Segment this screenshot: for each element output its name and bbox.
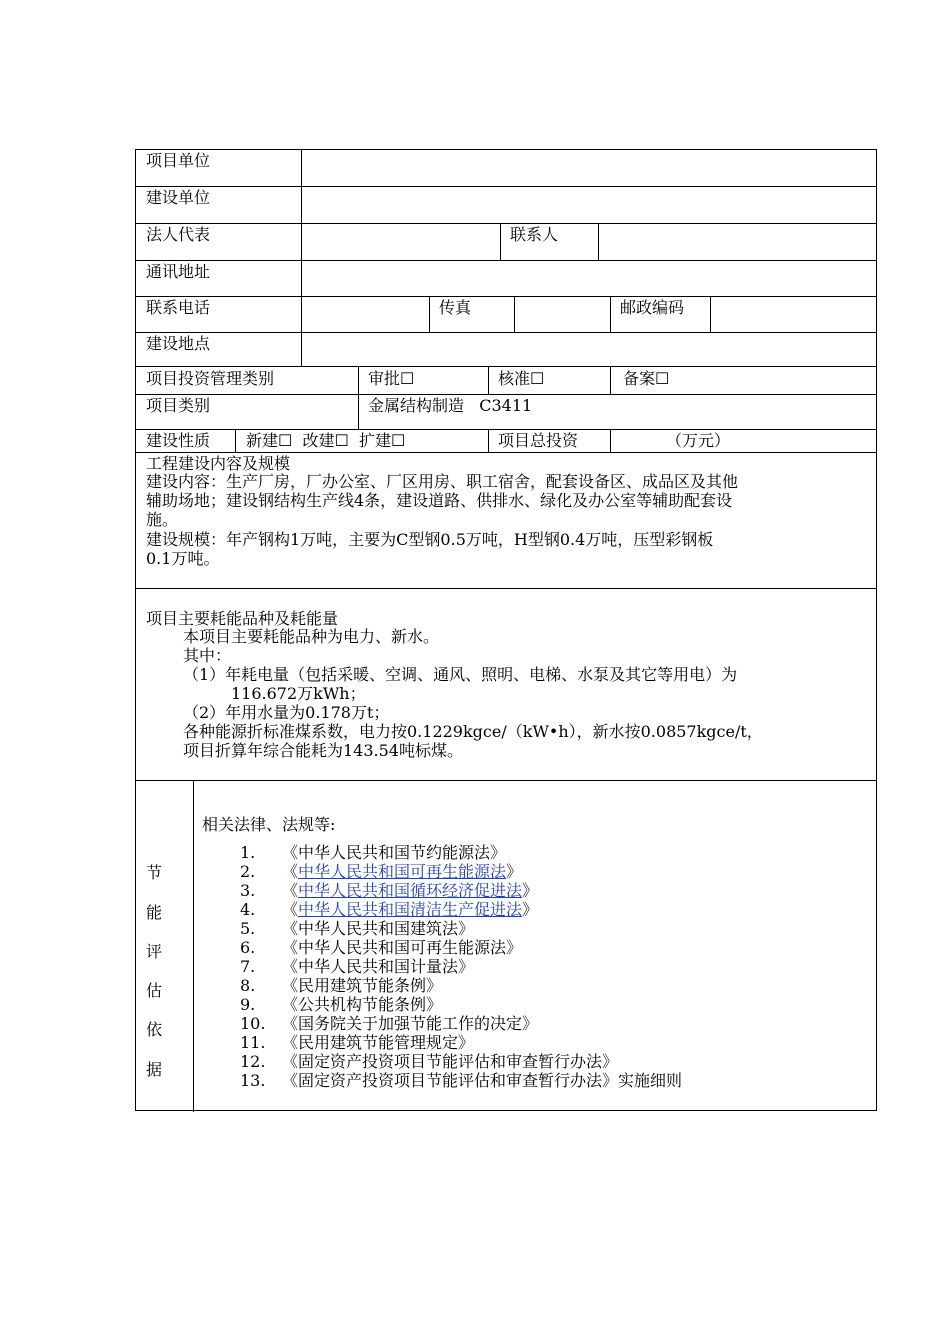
law-open: 《 (282, 843, 299, 862)
law-link[interactable]: 中华人民共和国清洁生产促进法 (298, 900, 523, 919)
law-title: 中华人民共和国节约能源法 (298, 843, 491, 862)
col-divider (235, 429, 236, 452)
law-item (240, 977, 442, 995)
basis-side-char: 能 (146, 903, 163, 922)
law-item (240, 996, 442, 1014)
law-item (240, 1072, 682, 1090)
law-number: 13. (240, 1071, 266, 1090)
row-divider (136, 429, 876, 430)
col-divider (610, 366, 611, 394)
scope-line: 建设内容：生产厂房，厂办公室、厂区用房、职工宿舍，配套设备区、成品区及其他 (146, 472, 739, 491)
law-open: 《 (282, 938, 299, 957)
law-open: 《 (282, 995, 299, 1014)
scope-line: 施。 (146, 510, 179, 529)
law-title: 中华人民共和国计量法 (298, 957, 459, 976)
law-close: 》 (458, 919, 475, 938)
law-close: 》 (522, 900, 539, 919)
law-close: 》 (506, 938, 523, 957)
law-number: 5. (240, 919, 256, 938)
law-link[interactable]: 中华人民共和国循环经济促进法 (298, 881, 523, 900)
invest-mgmt-label: 项目投资管理类别 (146, 369, 275, 388)
law-number: 11. (240, 1033, 266, 1052)
law-item (240, 958, 474, 976)
col-divider (488, 429, 489, 452)
col-divider (610, 296, 611, 332)
law-item (240, 939, 522, 957)
row-divider (136, 780, 876, 781)
contact-person-label: 联系人 (510, 225, 559, 244)
verify-checkbox[interactable]: 核准☐ (498, 369, 545, 388)
law-title: 国务院关于加强节能工作的决定 (298, 1014, 523, 1033)
law-item (240, 1034, 474, 1052)
law-close: 》 (426, 976, 443, 995)
total-invest-label: 项目总投资 (498, 431, 579, 450)
energy-line: 项目折算年综合能耗为143.54吨标煤。 (183, 741, 463, 760)
law-title: 公共机构节能条例 (298, 995, 427, 1014)
law-open: 《 (282, 1033, 299, 1052)
law-number: 7. (240, 957, 256, 976)
law-open: 《 (282, 957, 299, 976)
law-open: 《 (282, 919, 299, 938)
row-divider (136, 186, 876, 187)
law-title: 中华人民共和国建筑法 (298, 919, 459, 938)
row-divider (136, 296, 876, 297)
nature-label: 建设性质 (146, 431, 211, 450)
col-divider (301, 150, 302, 366)
row-divider (136, 223, 876, 224)
law-item (240, 1015, 538, 1033)
location-label: 建设地点 (146, 334, 211, 353)
law-open: 《 (282, 1014, 299, 1033)
legal-rep-label: 法人代表 (146, 225, 211, 244)
law-open: 《 (282, 1071, 299, 1090)
law-title: 中华人民共和国可再生能源法 (298, 938, 507, 957)
energy-line: 各种能源折标准煤系数，电力按0.1229kgce/（kW•h），新水按0.0857kgce/t， (183, 722, 763, 741)
energy-heading: 项目主要耗能品种及耗能量 (146, 609, 339, 628)
project-unit-label: 项目单位 (146, 151, 211, 170)
law-close: 》 (426, 995, 443, 1014)
law-item (240, 901, 538, 919)
energy-line: （1）年耗电量（包括采暖、空调、通风、照明、电梯、水泵及其它等用电）为 (183, 665, 738, 684)
project-type-label: 项目类别 (146, 396, 211, 415)
law-open: 《 (282, 862, 299, 881)
col-divider (358, 366, 359, 429)
basis-side-char: 估 (146, 981, 163, 1000)
law-item (240, 882, 538, 900)
energy-line: 116.672万kWh； (231, 684, 366, 703)
law-close: 》 (602, 1052, 619, 1071)
total-invest-unit: （万元） (666, 431, 731, 450)
law-title: 民用建筑节能管理规定 (298, 1033, 459, 1052)
law-close: 》实施细则 (602, 1071, 683, 1090)
scope-line: 辅助场地；建设钢结构生产线4条，建设道路、供排水、绿化及办公室等辅助配套设 (146, 491, 733, 510)
basis-side-char: 依 (146, 1020, 163, 1039)
law-close: 》 (522, 1014, 539, 1033)
basis-side-char: 据 (146, 1060, 163, 1079)
col-divider (488, 366, 489, 394)
row-divider (136, 394, 876, 395)
row-divider (136, 260, 876, 261)
law-title: 固定资产投资项目节能评估和审查暂行办法 (298, 1052, 603, 1071)
record-checkbox[interactable]: 备案☐ (623, 369, 670, 388)
col-divider (514, 296, 515, 332)
basis-intro: 相关法律、法规等: (202, 815, 336, 834)
project-type-value: 金属结构制造 C3411 (368, 396, 533, 415)
law-item (240, 863, 522, 881)
law-number: 10. (240, 1014, 266, 1033)
law-number: 1. (240, 843, 256, 862)
law-number: 8. (240, 976, 256, 995)
law-open: 《 (282, 900, 299, 919)
energy-line: （2）年用水量为0.178万t； (183, 703, 390, 722)
row-divider (136, 452, 876, 453)
col-divider (500, 223, 501, 260)
approval-checkbox[interactable]: 审批☐ (368, 369, 415, 388)
law-link[interactable]: 中华人民共和国可再生能源法 (298, 862, 507, 881)
law-title: 民用建筑节能条例 (298, 976, 427, 995)
scope-heading: 工程建设内容及规模 (146, 454, 291, 473)
col-divider (598, 223, 599, 260)
energy-line: 本项目主要耗能品种为电力、新水。 (183, 627, 440, 646)
law-item (240, 1053, 618, 1071)
col-divider (429, 296, 430, 332)
postcode-label: 邮政编码 (620, 298, 685, 317)
nature-checkboxes[interactable]: 新建☐ 改建☐ 扩建☐ (246, 431, 406, 450)
phone-label: 联系电话 (146, 298, 211, 317)
row-divider (136, 366, 876, 367)
law-close: 》 (506, 862, 523, 881)
energy-assessment-form (135, 149, 877, 1111)
law-close: 》 (458, 957, 475, 976)
col-divider (710, 296, 711, 332)
law-close: 》 (522, 881, 539, 900)
law-number: 4. (240, 900, 256, 919)
basis-side-char: 评 (146, 942, 163, 961)
scope-line: 建设规模：年产钢构1万吨，主要为C型钢0.5万吨，H型钢0.4万吨，压型彩钢板 (146, 530, 714, 549)
construction-unit-label: 建设单位 (146, 188, 211, 207)
scope-line: 0.1万吨。 (146, 549, 220, 568)
law-number: 3. (240, 881, 256, 900)
row-divider (136, 588, 876, 589)
fax-label: 传真 (439, 298, 472, 317)
row-divider (136, 332, 876, 333)
address-label: 通讯地址 (146, 262, 211, 281)
col-divider (193, 780, 194, 1112)
law-number: 12. (240, 1052, 266, 1071)
law-title: 固定资产投资项目节能评估和审查暂行办法 (298, 1071, 603, 1090)
col-divider (610, 429, 611, 452)
law-close: 》 (490, 843, 507, 862)
basis-side-char: 节 (146, 863, 163, 882)
law-number: 2. (240, 862, 256, 881)
law-number: 9. (240, 995, 256, 1014)
law-close: 》 (458, 1033, 475, 1052)
law-item (240, 844, 506, 862)
law-open: 《 (282, 976, 299, 995)
law-number: 6. (240, 938, 256, 957)
law-open: 《 (282, 1052, 299, 1071)
law-item (240, 920, 474, 938)
law-open: 《 (282, 881, 299, 900)
energy-line: 其中： (183, 646, 232, 665)
